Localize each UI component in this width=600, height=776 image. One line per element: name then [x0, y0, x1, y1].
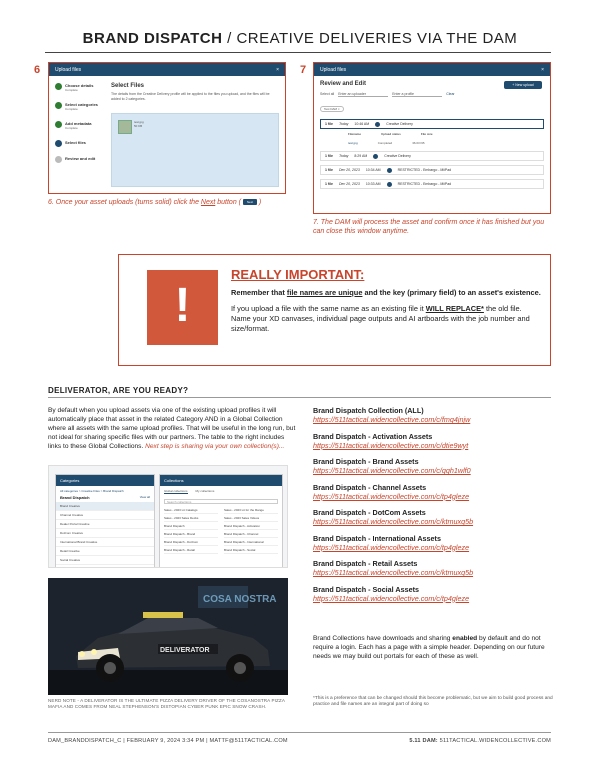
collection-url-link[interactable]: https://511tactical.widencollective.com/c/tp4gleze	[313, 542, 470, 552]
category-item: Channel Creative	[56, 511, 154, 520]
select-files-heading: Select Files	[111, 83, 145, 89]
complete-check-icon	[55, 121, 62, 128]
car-illustration	[48, 578, 288, 695]
tab-mine: My collections	[195, 489, 215, 493]
select-all-checkbox: Select all	[320, 92, 335, 96]
collection-item: Brand Dispatch - Retail	[164, 548, 218, 554]
collection-item: Brand Dispatch	[164, 524, 218, 530]
file-table-header: Filename Upload status File size	[348, 131, 433, 136]
category-item: DotCom Creative	[56, 529, 154, 538]
step6-caption: 6. Once your asset uploads (turns solid) click the Next button ( Next )	[48, 199, 262, 206]
footer-left: DAM_BRANDDISPATCH_C | FEBRUARY 9, 2024 3:34 PM | MATTF@511TACTICAL.COM	[48, 738, 288, 744]
collections-screenshot	[48, 465, 288, 568]
collection-item: Brand Dispatch - International	[224, 540, 278, 546]
important-title: REALLY IMPORTANT:	[231, 267, 365, 282]
collection-url-link[interactable]: https://511tactical.widencollective.com/c/ktmuxq5b	[313, 517, 474, 526]
upload-step: Add metadata Complete	[55, 121, 105, 131]
collection-url-link[interactable]: https://511tactical.widencollective.com/c/tp4gleze	[313, 491, 470, 501]
collection-title: Brand Dispatch - Social Assets	[313, 584, 419, 594]
collection-item: Brand Dispatch - Activation	[224, 524, 278, 530]
collection-item: Sales - 2023 Lit for the Range	[224, 508, 278, 514]
collection-item: Sales - 2023 Sales Videos	[224, 516, 278, 522]
title-divider	[45, 52, 551, 53]
collections-paragraph: Brand Collections have downloads and sharing enabled by default and do not require a login. Each has a page with a simple header. Depending on our future needs we may build out portals for each of these as well.	[313, 635, 545, 660]
categories-titlebar: Categories	[56, 475, 154, 486]
collections-grid	[160, 506, 282, 556]
collection-item: Sales - 2023 Lit Catalogs	[164, 508, 218, 514]
collection-links	[313, 406, 553, 610]
collection-link-item	[313, 406, 553, 424]
avatar	[387, 182, 392, 187]
footer-divider	[48, 732, 551, 733]
filter-tag: Test DAM ×	[320, 106, 344, 112]
section-divider	[48, 397, 551, 398]
step-number-7: 7	[300, 64, 307, 76]
collection-url-link[interactable]: https://511tactical.widencollective.com/c/tp4gleze	[313, 593, 470, 603]
new-upload-button: + New upload	[504, 81, 542, 89]
collection-title: Brand Dispatch - International Assets	[313, 533, 441, 543]
collections-tabs	[160, 486, 282, 497]
review-window-titlebar	[314, 63, 550, 76]
light-bar	[143, 612, 183, 618]
alert-icon	[147, 270, 218, 345]
section-heading: DELIVERATOR, ARE YOU READY?	[48, 386, 189, 395]
upload-files-screenshot	[48, 62, 286, 194]
collection-item: Brand Dispatch - Channel	[224, 532, 278, 538]
upload-steps	[55, 83, 105, 172]
collection-link-item	[313, 534, 553, 552]
nerd-note: NERD NOTE - A DELIVERATOR IS THE ULTIMATE PIZZA DELIVERY DRIVER OF THE COSANOSTRA PIZZA MAFIA AND COMES FROM NEAL STEPHENSON'S DISTOPIAN CYBER PUNK EPIC SNOW CRASH.	[48, 698, 285, 709]
collection-title: Brand Dispatch - Retail Assets	[313, 559, 418, 568]
upload-batch-row: 1 file Dec 20, 2023 10:34 AM RESTRICTED - Embargo - MiiPad	[320, 165, 544, 175]
pending-step-icon	[55, 156, 62, 163]
important-callout	[118, 254, 551, 366]
footnote: *This is a preference that can be changed should this become problematic, but we aim to build good process and practice and file names are an integral part of doing so	[313, 696, 553, 707]
select-files-description: The details from the Creative Delivery profile will be applied to the files you upload, and the files will be added to 2 categories.	[111, 92, 270, 101]
file-label: test.jpg 50 KB	[134, 120, 144, 128]
section-body: By default when you upload assets via one of the existing upload profiles it will automatically place that asset in the related Category AND in a Global Collection where all assets with the same upload profiles. That will be useful in the long run, but not ideal for sharing specific files with our partners. The table to the right includes links to these Global Collections. Next step is sharing via your own collection(s)...	[48, 407, 296, 450]
collection-title: Brand Dispatch - Channel Assets	[313, 482, 427, 492]
close-icon: ×	[541, 67, 544, 73]
breadcrumb: All categories > Creative Files > Brand Dispatch	[60, 489, 124, 493]
upload-step: Select categories Complete	[55, 102, 105, 112]
category-item: Dealer Portal Creative	[56, 520, 154, 529]
collection-link-item	[313, 457, 553, 475]
collection-link-item	[313, 585, 553, 603]
categories-panel	[55, 474, 155, 568]
review-heading: Review and Edit	[320, 81, 367, 87]
collection-item: Brand Dispatch - Social	[224, 548, 278, 554]
review-panel	[320, 81, 544, 213]
upload-window-title: Upload files	[55, 67, 82, 73]
collection-item: Sales - 2023 Sales Decks	[164, 516, 218, 522]
important-paragraph-1: Remember that file names are unique and the key (primary field) to an asset's existence.	[231, 288, 541, 297]
clear-link: Clear	[446, 92, 455, 96]
avatar	[373, 154, 378, 159]
page-title	[0, 30, 600, 47]
page-title-rest: / CREATIVE DELIVERIES VIA THE DAM	[222, 30, 518, 47]
collection-url-link[interactable]: https://511tactical.widencollective.com/c/fmq4jnjw	[313, 415, 471, 424]
avatar	[387, 168, 392, 173]
tab-global: Global collections	[164, 489, 188, 493]
upload-step: Choose details Complete	[55, 83, 105, 93]
select-files-panel	[111, 83, 279, 187]
collection-item: Brand Dispatch - Brand	[164, 532, 218, 538]
deliverator-car-image	[48, 578, 288, 695]
upload-batch-row: 1 file Dec 20, 2023 10:33 AM RESTRICTED - Embargo - MiiPad	[320, 179, 544, 189]
review-filters	[320, 92, 544, 97]
current-step-icon	[55, 140, 62, 147]
collections-search-input: Search collections	[164, 499, 278, 504]
footer-right: 5.11 DAM: 511TACTICAL.WIDENCOLLECTIVE.COM	[409, 738, 551, 744]
section-body-emphasis: Next step is sharing via your own collection(s)...	[145, 443, 285, 450]
categories-heading: Brand Dispatch View all	[60, 495, 150, 500]
collections-titlebar: Collections	[160, 475, 282, 486]
collection-link-item	[313, 432, 553, 450]
collection-title: Brand Dispatch - DotCom Assets	[313, 508, 426, 517]
important-text	[231, 267, 541, 334]
file-thumbnail	[118, 120, 132, 134]
category-item: Social Creative	[56, 556, 154, 565]
collection-title: Brand Dispatch Collection (ALL)	[313, 406, 424, 415]
collection-url-link[interactable]: https://511tactical.widencollective.com/c/ktmuxq5b	[313, 568, 474, 577]
collection-link-item	[313, 508, 553, 526]
neon-sign-text: COSA NOSTRA	[203, 594, 277, 605]
file-drop-zone	[111, 113, 279, 187]
upload-batch-row: 1 file Today 10:46 AM Creative Delivery	[320, 119, 544, 129]
step7-caption: 7. The DAM will process the asset and confirm once it has finished but you can close this window anytime.	[313, 219, 545, 235]
exclamation-icon: !	[174, 279, 191, 332]
step-number-6: 6	[34, 64, 41, 76]
category-item: Brand Creative	[56, 502, 154, 511]
complete-check-icon	[55, 102, 62, 109]
collection-item: Brand Dispatch - DotCom	[164, 540, 218, 546]
page-title-bold: BRAND DISPATCH	[82, 30, 223, 47]
collection-url-link[interactable]: https://511tactical.widencollective.com/c/dtie9wyt	[313, 440, 469, 450]
review-window-title: Upload files	[320, 67, 347, 73]
upload-step-current: Select files	[55, 140, 105, 147]
close-icon: ×	[276, 67, 279, 73]
collection-title: Brand Dispatch - Brand Assets	[313, 457, 419, 466]
collection-link-item	[313, 483, 553, 501]
upload-batch-row: 1 file Today 8:29 AM Creative Delivery	[320, 151, 544, 161]
important-paragraph-2: If you upload a file with the same name as an existing file it WILL REPLACE* the old file. Name your XD canvases, individual page outputs and AI artboards with the job number and size/format.	[231, 304, 530, 333]
complete-check-icon	[55, 83, 62, 90]
category-item: International Brand Creative	[56, 538, 154, 547]
category-item: Retail Creative	[56, 547, 154, 556]
collection-title: Brand Dispatch - Activation Assets	[313, 431, 433, 441]
upload-window-titlebar	[49, 63, 285, 76]
upload-step-pending: Review and edit	[55, 156, 105, 163]
car-logo-text: DELIVERATOR	[160, 647, 210, 654]
profile-filter: Enter a profile	[392, 92, 442, 97]
collections-panel	[159, 474, 283, 568]
avatar	[375, 122, 380, 127]
collection-link-item	[313, 559, 553, 577]
next-button-icon: Next	[243, 199, 257, 205]
uploader-filter: Enter an uploader	[338, 92, 388, 97]
review-edit-screenshot	[313, 62, 551, 214]
file-table-row: test.jpg Completed 36.03 KB	[348, 140, 425, 145]
collection-url-link[interactable]: https://511tactical.widencollective.com/c/qqh1wlf0	[313, 466, 471, 475]
